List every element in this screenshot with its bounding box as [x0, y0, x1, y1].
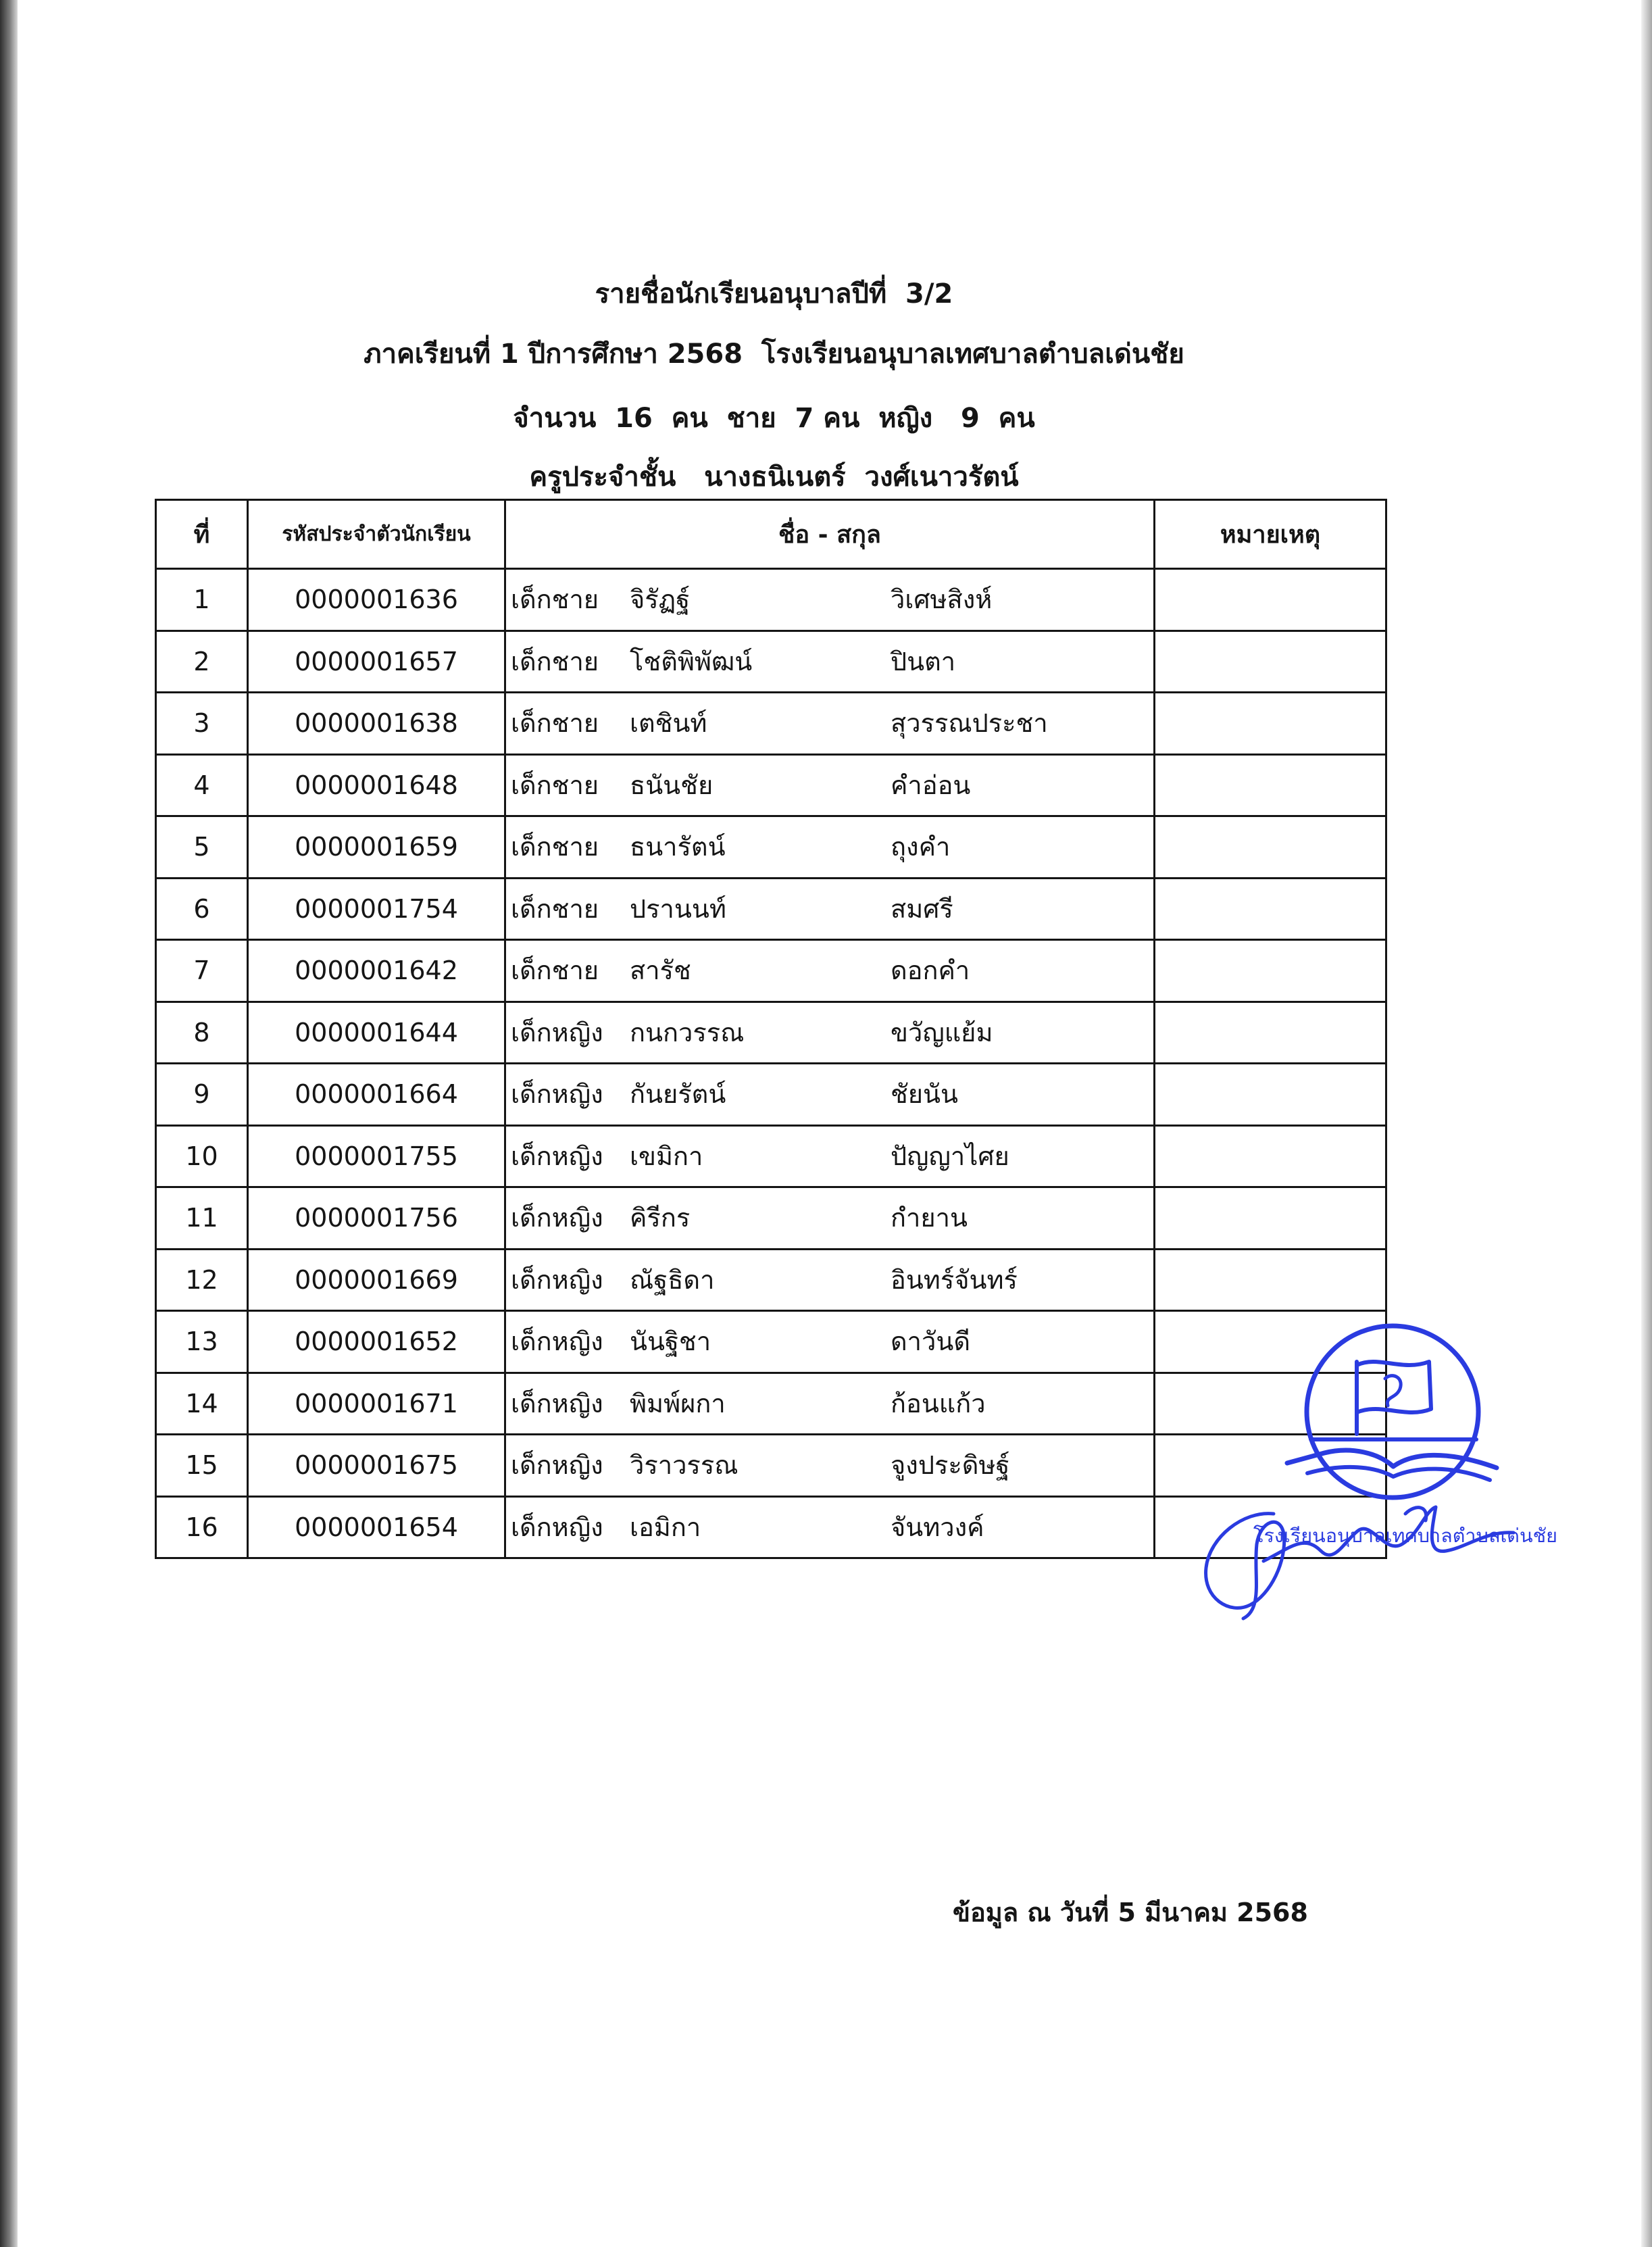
row-number: 6 [156, 878, 248, 940]
signature-hook [1405, 1508, 1426, 1521]
student-id: 0000001654 [248, 1496, 505, 1558]
first-name: กันยรัตน์ [630, 1079, 726, 1110]
student-id: 0000001657 [248, 631, 505, 693]
remark-cell [1155, 940, 1386, 1002]
last-name: กำยาน [891, 1203, 968, 1233]
student-id: 0000001754 [248, 878, 505, 940]
row-number: 10 [156, 1125, 248, 1187]
student-id: 0000001659 [248, 816, 505, 879]
student-name-cell [505, 1435, 1155, 1497]
name-prefix: เด็กหญิง [511, 1512, 603, 1542]
remark-cell [1155, 878, 1386, 940]
first-name: ธนารัตน์ [630, 832, 726, 862]
student-name [506, 879, 1153, 939]
row-number: 5 [156, 816, 248, 879]
row-number: 13 [156, 1311, 248, 1373]
table-header-row [156, 500, 1386, 569]
student-name-cell [505, 1125, 1155, 1187]
student-name [506, 1498, 1153, 1557]
row-number: 4 [156, 754, 248, 816]
name-prefix: เด็กหญิง [511, 1388, 603, 1418]
header-remark: หมายเหตุ [1155, 500, 1386, 569]
student-name [506, 1127, 1153, 1186]
remark-cell [1155, 569, 1386, 631]
last-name: ปินตา [891, 646, 956, 676]
remark-cell [1155, 754, 1386, 816]
first-name: ปรานนท์ [630, 893, 726, 924]
student-id: 0000001638 [248, 693, 505, 755]
homeroom-teacher: ครูประจำชั้น นางธนิเนตร์ วงศ์เนาวรัตน์ [529, 462, 1019, 493]
header-no: ที่ [156, 500, 248, 569]
student-id: 0000001664 [248, 1064, 505, 1126]
student-id: 0000001652 [248, 1311, 505, 1373]
table-row [156, 1249, 1386, 1311]
student-name-cell [505, 940, 1155, 1002]
table-row [156, 1496, 1386, 1558]
table-body [156, 569, 1386, 1558]
remark-cell [1155, 1125, 1386, 1187]
student-name-cell [505, 1311, 1155, 1373]
student-name-cell [505, 1002, 1155, 1064]
row-number: 2 [156, 631, 248, 693]
first-name: ณัฐธิดา [630, 1264, 715, 1295]
first-name: วิราวรรณ [630, 1450, 739, 1481]
first-name: สารัช [630, 956, 691, 986]
last-name: ถุงคำ [891, 832, 951, 862]
row-number: 16 [156, 1496, 248, 1558]
last-name: ก้อนแก้ว [891, 1388, 986, 1418]
scan-edge-left [0, 0, 18, 2247]
remark-cell [1155, 1373, 1386, 1435]
table-row [156, 1125, 1386, 1187]
name-prefix: เด็กชาย [511, 708, 599, 739]
last-name: ชัยนัน [891, 1079, 959, 1110]
last-name: คำอ่อน [891, 770, 971, 800]
student-id: 0000001671 [248, 1373, 505, 1435]
first-name: ธนันชัย [630, 770, 714, 800]
name-prefix: เด็กชาย [511, 893, 599, 924]
first-name: เอมิกา [630, 1512, 701, 1542]
student-id: 0000001636 [248, 569, 505, 631]
remark-cell [1155, 1187, 1386, 1250]
table-row [156, 754, 1386, 816]
name-prefix: เด็กชาย [511, 646, 599, 676]
last-name: สมศรี [891, 893, 953, 924]
table-row [156, 878, 1386, 940]
student-name [506, 756, 1153, 815]
row-number: 11 [156, 1187, 248, 1250]
first-name: เตชินท์ [630, 708, 707, 739]
student-name [506, 1435, 1153, 1495]
student-id: 0000001642 [248, 940, 505, 1002]
remark-cell [1155, 1249, 1386, 1311]
student-id: 0000001675 [248, 1435, 505, 1497]
stamp-text: โรงเรียนอนุบาลเทศบาลตำบลเด่นชัย [1253, 1525, 1550, 1547]
student-id: 0000001755 [248, 1125, 505, 1187]
header-name: ชื่อ - สกุล [505, 500, 1155, 569]
row-number: 3 [156, 693, 248, 755]
student-name [506, 1250, 1153, 1310]
student-table [155, 499, 1387, 1559]
first-name: คิรีกร [630, 1203, 691, 1233]
data-date: ข้อมูล ณ วันที่ 5 มีนาคม 2568 [953, 1898, 1308, 1927]
student-name-cell [505, 878, 1155, 940]
remark-cell [1155, 1311, 1386, 1373]
name-prefix: เด็กหญิง [511, 1203, 603, 1233]
last-name: จูงประดิษฐ์ [891, 1450, 1010, 1481]
table-row [156, 1187, 1386, 1250]
last-name: อินทร์จันทร์ [891, 1264, 1018, 1295]
row-number: 1 [156, 569, 248, 631]
row-number: 12 [156, 1249, 248, 1311]
remark-cell [1155, 693, 1386, 755]
student-name [506, 1188, 1153, 1248]
table-row [156, 631, 1386, 693]
name-prefix: เด็กหญิง [511, 1450, 603, 1481]
name-prefix: เด็กหญิง [511, 1079, 603, 1110]
student-name-cell [505, 1496, 1155, 1558]
document-subtitle: ภาคเรียนที่ 1 ปีการศึกษา 2568 โรงเรียนอนุบาลเทศบาลตำบลเด่นชัย [364, 339, 1184, 370]
remark-cell [1155, 1002, 1386, 1064]
student-name [506, 941, 1153, 1000]
header-student-id: รหัสประจำตัวนักเรียน [248, 500, 505, 569]
student-id: 0000001756 [248, 1187, 505, 1250]
student-name-cell [505, 1064, 1155, 1126]
last-name: ดาวันดี [891, 1327, 971, 1357]
table-header [156, 500, 1386, 569]
table-row [156, 569, 1386, 631]
student-name [506, 1003, 1153, 1062]
seal-flag-emblem [1385, 1376, 1401, 1406]
table-row [156, 1002, 1386, 1064]
name-prefix: เด็กชาย [511, 770, 599, 800]
first-name: เขมิกา [630, 1141, 703, 1171]
name-prefix: เด็กหญิง [511, 1264, 603, 1295]
table-row [156, 816, 1386, 879]
first-name: กนกวรรณ [630, 1017, 745, 1047]
name-prefix: เด็กชาย [511, 585, 599, 615]
table-row [156, 1064, 1386, 1126]
student-name-cell [505, 693, 1155, 755]
table-row [156, 693, 1386, 755]
row-number: 8 [156, 1002, 248, 1064]
name-prefix: เด็กหญิง [511, 1017, 603, 1047]
student-name [506, 693, 1153, 753]
row-number: 7 [156, 940, 248, 1002]
row-number: 15 [156, 1435, 248, 1497]
first-name: พิมพ์ผกา [630, 1388, 726, 1418]
student-name-cell [505, 569, 1155, 631]
first-name: จิรัฏฐ์ [630, 585, 691, 615]
remark-cell [1155, 1435, 1386, 1497]
student-name [506, 1374, 1153, 1433]
last-name: ดอกคำ [891, 956, 970, 986]
remark-cell [1155, 1496, 1386, 1558]
scan-edge-right [1641, 0, 1652, 2247]
row-number: 9 [156, 1064, 248, 1126]
remark-cell [1155, 631, 1386, 693]
last-name: ปัญญาไศย [891, 1141, 1009, 1171]
student-name-cell [505, 1373, 1155, 1435]
document-title: รายชื่อนักเรียนอนุบาลปีที่ 3/2 [595, 278, 953, 310]
last-name: ขวัญแย้ม [891, 1017, 993, 1047]
name-prefix: เด็กหญิง [511, 1327, 603, 1357]
row-number: 14 [156, 1373, 248, 1435]
table-row [156, 1435, 1386, 1497]
student-name [506, 570, 1153, 629]
student-id: 0000001669 [248, 1249, 505, 1311]
student-id: 0000001644 [248, 1002, 505, 1064]
student-name-cell [505, 631, 1155, 693]
table-row [156, 940, 1386, 1002]
remark-cell [1155, 1064, 1386, 1126]
student-name [506, 1312, 1153, 1371]
last-name: จันทวงค์ [891, 1512, 984, 1542]
last-name: สุวรรณประชา [891, 708, 1048, 739]
student-name-cell [505, 1249, 1155, 1311]
student-name [506, 632, 1153, 691]
student-name [506, 1064, 1153, 1124]
table-row [156, 1311, 1386, 1373]
first-name: โชติพิพัฒน์ [630, 646, 753, 676]
first-name: นันฐิชา [630, 1327, 711, 1357]
student-name [506, 817, 1153, 876]
student-id: 0000001648 [248, 754, 505, 816]
student-name-cell [505, 1187, 1155, 1250]
student-name-cell [505, 816, 1155, 879]
remark-cell [1155, 816, 1386, 879]
last-name: วิเศษสิงห์ [891, 585, 993, 615]
name-prefix: เด็กชาย [511, 956, 599, 986]
name-prefix: เด็กชาย [511, 832, 599, 862]
table-row [156, 1373, 1386, 1435]
student-counts: จำนวน 16 คน ชาย 7 คน หญิง 9 คน [513, 403, 1035, 434]
student-name-cell [505, 754, 1155, 816]
name-prefix: เด็กหญิง [511, 1141, 603, 1171]
